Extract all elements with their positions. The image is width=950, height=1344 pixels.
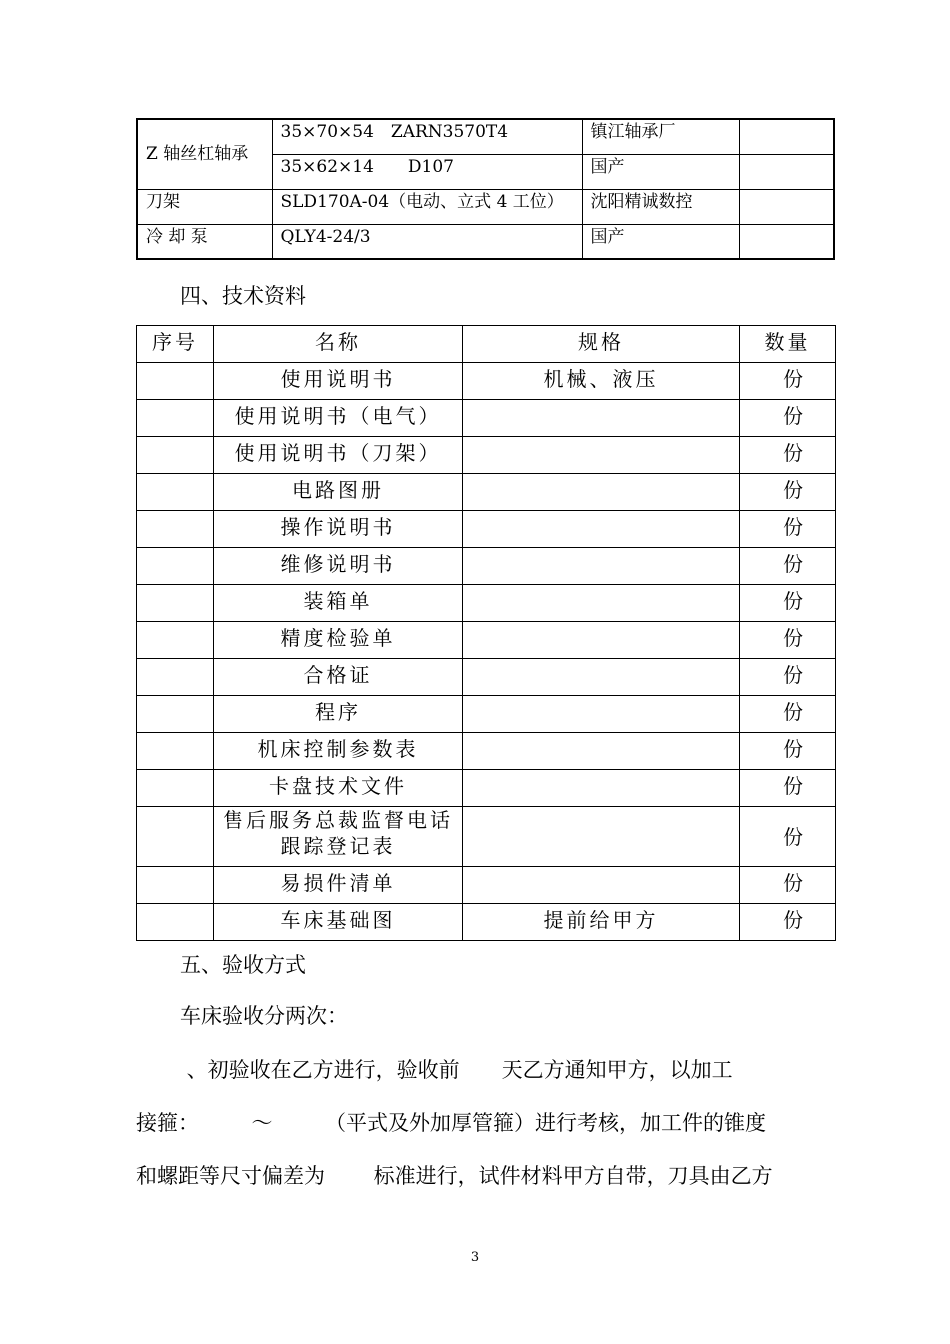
doc-name: 程序 <box>214 696 463 733</box>
table-row <box>137 363 836 400</box>
part-spec: 35×70×54 ZARN3570T4 <box>272 119 582 154</box>
paragraph-line: 、初验收在乙方进行，验收前 天乙方通知甲方，以加工 <box>180 1058 733 1082</box>
table-header-row <box>137 326 836 363</box>
table-row <box>137 224 834 259</box>
doc-name: 卡盘技术文件 <box>214 770 463 807</box>
part-note <box>739 119 834 154</box>
doc-name: 易损件清单 <box>214 867 463 904</box>
header-spec: 规格 <box>463 326 740 363</box>
doc-spec <box>463 511 740 548</box>
row-number <box>137 696 214 733</box>
header-no: 序号 <box>137 326 214 363</box>
part-name: 冷 却 泵 <box>137 224 272 259</box>
doc-name: 装箱单 <box>214 585 463 622</box>
doc-spec <box>463 474 740 511</box>
header-name: 名称 <box>214 326 463 363</box>
part-name: Z 轴丝杠轴承 <box>137 119 272 189</box>
section-4-title: 四、技术资料 <box>180 284 306 308</box>
part-note <box>739 224 834 259</box>
row-number <box>137 770 214 807</box>
row-number <box>137 733 214 770</box>
table-row <box>137 770 836 807</box>
documents-table <box>136 325 836 941</box>
part-spec: SLD170A-04（电动、立式 4 工位） <box>272 189 582 224</box>
row-number <box>137 585 214 622</box>
table-row <box>137 622 836 659</box>
row-number <box>137 659 214 696</box>
doc-qty: 份 <box>740 659 836 696</box>
doc-spec <box>463 867 740 904</box>
paragraph-line: 和螺距等尺寸偏差为 标准进行，试件材料甲方自带，刀具由乙方 <box>136 1164 773 1188</box>
doc-qty: 份 <box>740 904 836 941</box>
doc-qty: 份 <box>740 400 836 437</box>
table-row <box>137 904 836 941</box>
paragraph-line: 车床验收分两次： <box>180 1004 348 1028</box>
table-row <box>137 659 836 696</box>
row-number <box>137 548 214 585</box>
doc-name: 合格证 <box>214 659 463 696</box>
doc-name: 车床基础图 <box>214 904 463 941</box>
row-number <box>137 904 214 941</box>
doc-qty: 份 <box>740 585 836 622</box>
part-maker: 镇江轴承厂 <box>582 119 739 154</box>
doc-qty: 份 <box>740 770 836 807</box>
table-row <box>137 867 836 904</box>
doc-spec <box>463 585 740 622</box>
part-maker: 国产 <box>582 224 739 259</box>
part-spec: 35×62×14 D107 <box>272 154 582 189</box>
doc-name: 使用说明书（电气） <box>214 400 463 437</box>
doc-name: 精度检验单 <box>214 622 463 659</box>
doc-spec <box>463 770 740 807</box>
doc-qty: 份 <box>740 733 836 770</box>
doc-name: 操作说明书 <box>214 511 463 548</box>
table-row <box>137 189 834 224</box>
part-name: 刀架 <box>137 189 272 224</box>
page-number: 3 <box>470 1250 480 1265</box>
doc-qty: 份 <box>740 548 836 585</box>
doc-qty: 份 <box>740 867 836 904</box>
doc-spec <box>463 400 740 437</box>
row-number <box>137 867 214 904</box>
table-row <box>137 474 836 511</box>
table-row <box>137 548 836 585</box>
doc-spec <box>463 696 740 733</box>
table-row <box>137 807 836 867</box>
part-note <box>739 189 834 224</box>
table-row <box>137 511 836 548</box>
doc-name: 使用说明书 <box>214 363 463 400</box>
paragraph-line: 接箍： ～ （平式及外加厚管箍）进行考核，加工件的锥度 <box>136 1111 766 1135</box>
row-number <box>137 363 214 400</box>
row-number <box>137 400 214 437</box>
doc-qty: 份 <box>740 437 836 474</box>
doc-qty: 份 <box>740 511 836 548</box>
row-number <box>137 622 214 659</box>
doc-name: 维修说明书 <box>214 548 463 585</box>
table-row <box>137 733 836 770</box>
doc-spec <box>463 807 740 867</box>
row-number <box>137 437 214 474</box>
section-5-title: 五、验收方式 <box>180 953 306 977</box>
doc-qty: 份 <box>740 622 836 659</box>
doc-spec: 提前给甲方 <box>463 904 740 941</box>
doc-spec <box>463 437 740 474</box>
doc-spec: 机械、液压 <box>463 363 740 400</box>
part-maker: 国产 <box>582 154 739 189</box>
row-number <box>137 474 214 511</box>
part-maker: 沈阳精诚数控 <box>582 189 739 224</box>
doc-name: 售后服务总裁监督电话跟踪登记表 <box>214 807 463 867</box>
doc-spec <box>463 659 740 696</box>
part-spec: QLY4-24/3 <box>272 224 582 259</box>
doc-qty: 份 <box>740 474 836 511</box>
doc-name: 机床控制参数表 <box>214 733 463 770</box>
doc-qty: 份 <box>740 696 836 733</box>
row-number <box>137 807 214 867</box>
doc-spec <box>463 733 740 770</box>
doc-qty: 份 <box>740 363 836 400</box>
table-row <box>137 696 836 733</box>
table-row <box>137 400 836 437</box>
row-number <box>137 511 214 548</box>
doc-name: 使用说明书（刀架） <box>214 437 463 474</box>
table-row <box>137 119 834 154</box>
doc-qty: 份 <box>740 807 836 867</box>
header-qty: 数量 <box>740 326 836 363</box>
parts-table <box>136 118 835 260</box>
doc-spec <box>463 548 740 585</box>
table-row <box>137 437 836 474</box>
part-note <box>739 154 834 189</box>
table-row <box>137 585 836 622</box>
doc-spec <box>463 622 740 659</box>
doc-name: 电路图册 <box>214 474 463 511</box>
